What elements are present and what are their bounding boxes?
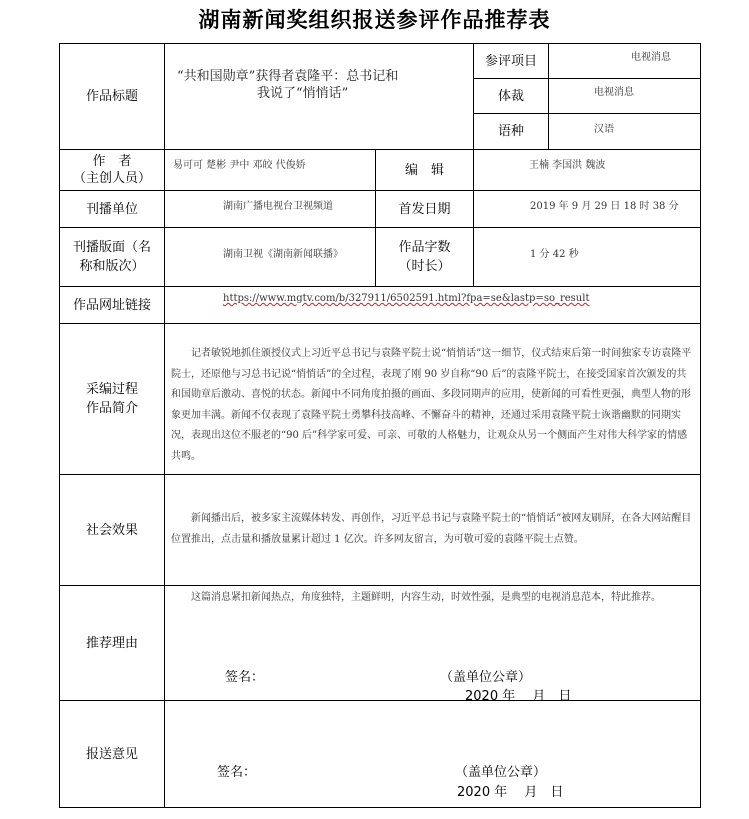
publisher-value (164, 190, 376, 228)
effect-value (164, 474, 701, 586)
url-link[interactable]: https://www.mgtv.com/b/327911/6502591.html?fpa=se&lastp=so_result (223, 293, 590, 304)
page-name-value (164, 227, 376, 287)
genre-value-text: 电视消息 (594, 87, 634, 98)
reason-label: 推荐理由 (59, 585, 165, 701)
genre-label: 体裁 (473, 78, 549, 114)
opinion-value (164, 700, 701, 808)
genre-value (548, 78, 701, 114)
editors-value-text: 王楠 李国洪 魏波 (529, 160, 606, 171)
publisher-label: 刊播单位 (59, 190, 165, 228)
opinion-seal: （盖单位公章） (455, 765, 547, 780)
editors-value (473, 149, 701, 191)
reason-text: 这篇消息紧扣新闻热点，角度独特，主题鲜明，内容生动，时效性强，是典型的电视消息范本，特此推荐。 (191, 592, 661, 603)
duration-label: 作品字数 （时长） (375, 227, 474, 287)
effect-text: 新闻播出后，被多家主流媒体转发、再创作，习近平总书记与袁隆平院士的“悄悄话”被网友刷屏，在各大网站醒目位置推出，点击量和播放量累计超过 1 亿次。许多网友留言，为可敬可爱的袁隆平院士点赞。 (171, 513, 692, 545)
url-value (164, 286, 701, 324)
category-value (548, 43, 701, 79)
page-name-label: 刊播版面（名 称和版次） (59, 227, 165, 287)
work-title-label: 作品标题 (59, 43, 165, 150)
process-text: 记者敏锐地抓住颁授仪式上习近平总书记与袁隆平院士说“悄悄话”这一细节，仪式结束后第一时间独家专访袁隆平院士，还原他与习总书记说“悄悄话”的全过程，表现了刚 90 岁自称“90 后”的袁隆平院士，在接受国家首次颁发的共和国勋章后激动、喜悦的状态。新闻中不同角度拍摄的画面、多段同期声的应用，使新闻的可看性更强，典型人物的形象更加丰满。新闻不仅表现了袁隆平院士勇攀科技高峰、不懈奋斗的精神，还通过采用袁隆平院士诙谐幽默的同期实况，表现出这位不服老的“90 后”科学家可爱、可亲、可敬的人格魅力，让观众从另一个侧面产生对伟大科学家的情感共鸣。 (171, 348, 692, 462)
publisher-value-text: 湖南广播电视台卫视频道 (223, 201, 333, 212)
language-label: 语种 (473, 113, 549, 150)
opinion-date: 2020 年 月 日 (457, 785, 564, 800)
opinion-sign: 签名： (217, 765, 257, 780)
category-label: 参评项目 (473, 43, 549, 79)
page-title: 湖南新闻奖组织报送参评作品推荐表 (198, 8, 551, 32)
authors-value-text: 易可可 楚彬 尹中 邓皎 代俊娇 (173, 160, 306, 171)
language-value-text: 汉语 (594, 124, 614, 135)
effect-label: 社会效果 (59, 474, 165, 586)
page-name-value-text: 湖南卫视《湖南新闻联播》 (223, 249, 343, 260)
process-value (164, 323, 701, 475)
work-title-value (164, 43, 474, 150)
first-date-value-text: 2019 年 9 月 29 日 18 时 38 分 (530, 201, 679, 212)
authors-value (164, 149, 376, 191)
reason-sign: 签名： (225, 670, 265, 685)
process-label: 采编过程 作品简介 (59, 323, 165, 475)
editors-label: 编 辑 (375, 149, 474, 191)
authors-label: 作 者 （主创人员） (59, 149, 165, 191)
first-date-label: 首发日期 (375, 190, 474, 228)
url-label: 作品网址链接 (59, 286, 165, 324)
language-value (548, 113, 701, 150)
duration-value-text: 1 分 42 秒 (530, 249, 579, 260)
category-value-text: 电视消息 (631, 52, 671, 63)
reason-date: 2020 年 月 日 (465, 689, 572, 704)
first-date-value (473, 190, 701, 228)
work-title-line-1: “共和国勋章”获得者袁隆平：总书记和 (177, 69, 399, 84)
duration-value (473, 227, 701, 287)
work-title-line-2: 我说了“悄悄话” (257, 86, 349, 101)
reason-seal: （盖单位公章） (440, 670, 532, 685)
reason-value (164, 585, 701, 704)
opinion-label: 报送意见 (59, 700, 165, 808)
